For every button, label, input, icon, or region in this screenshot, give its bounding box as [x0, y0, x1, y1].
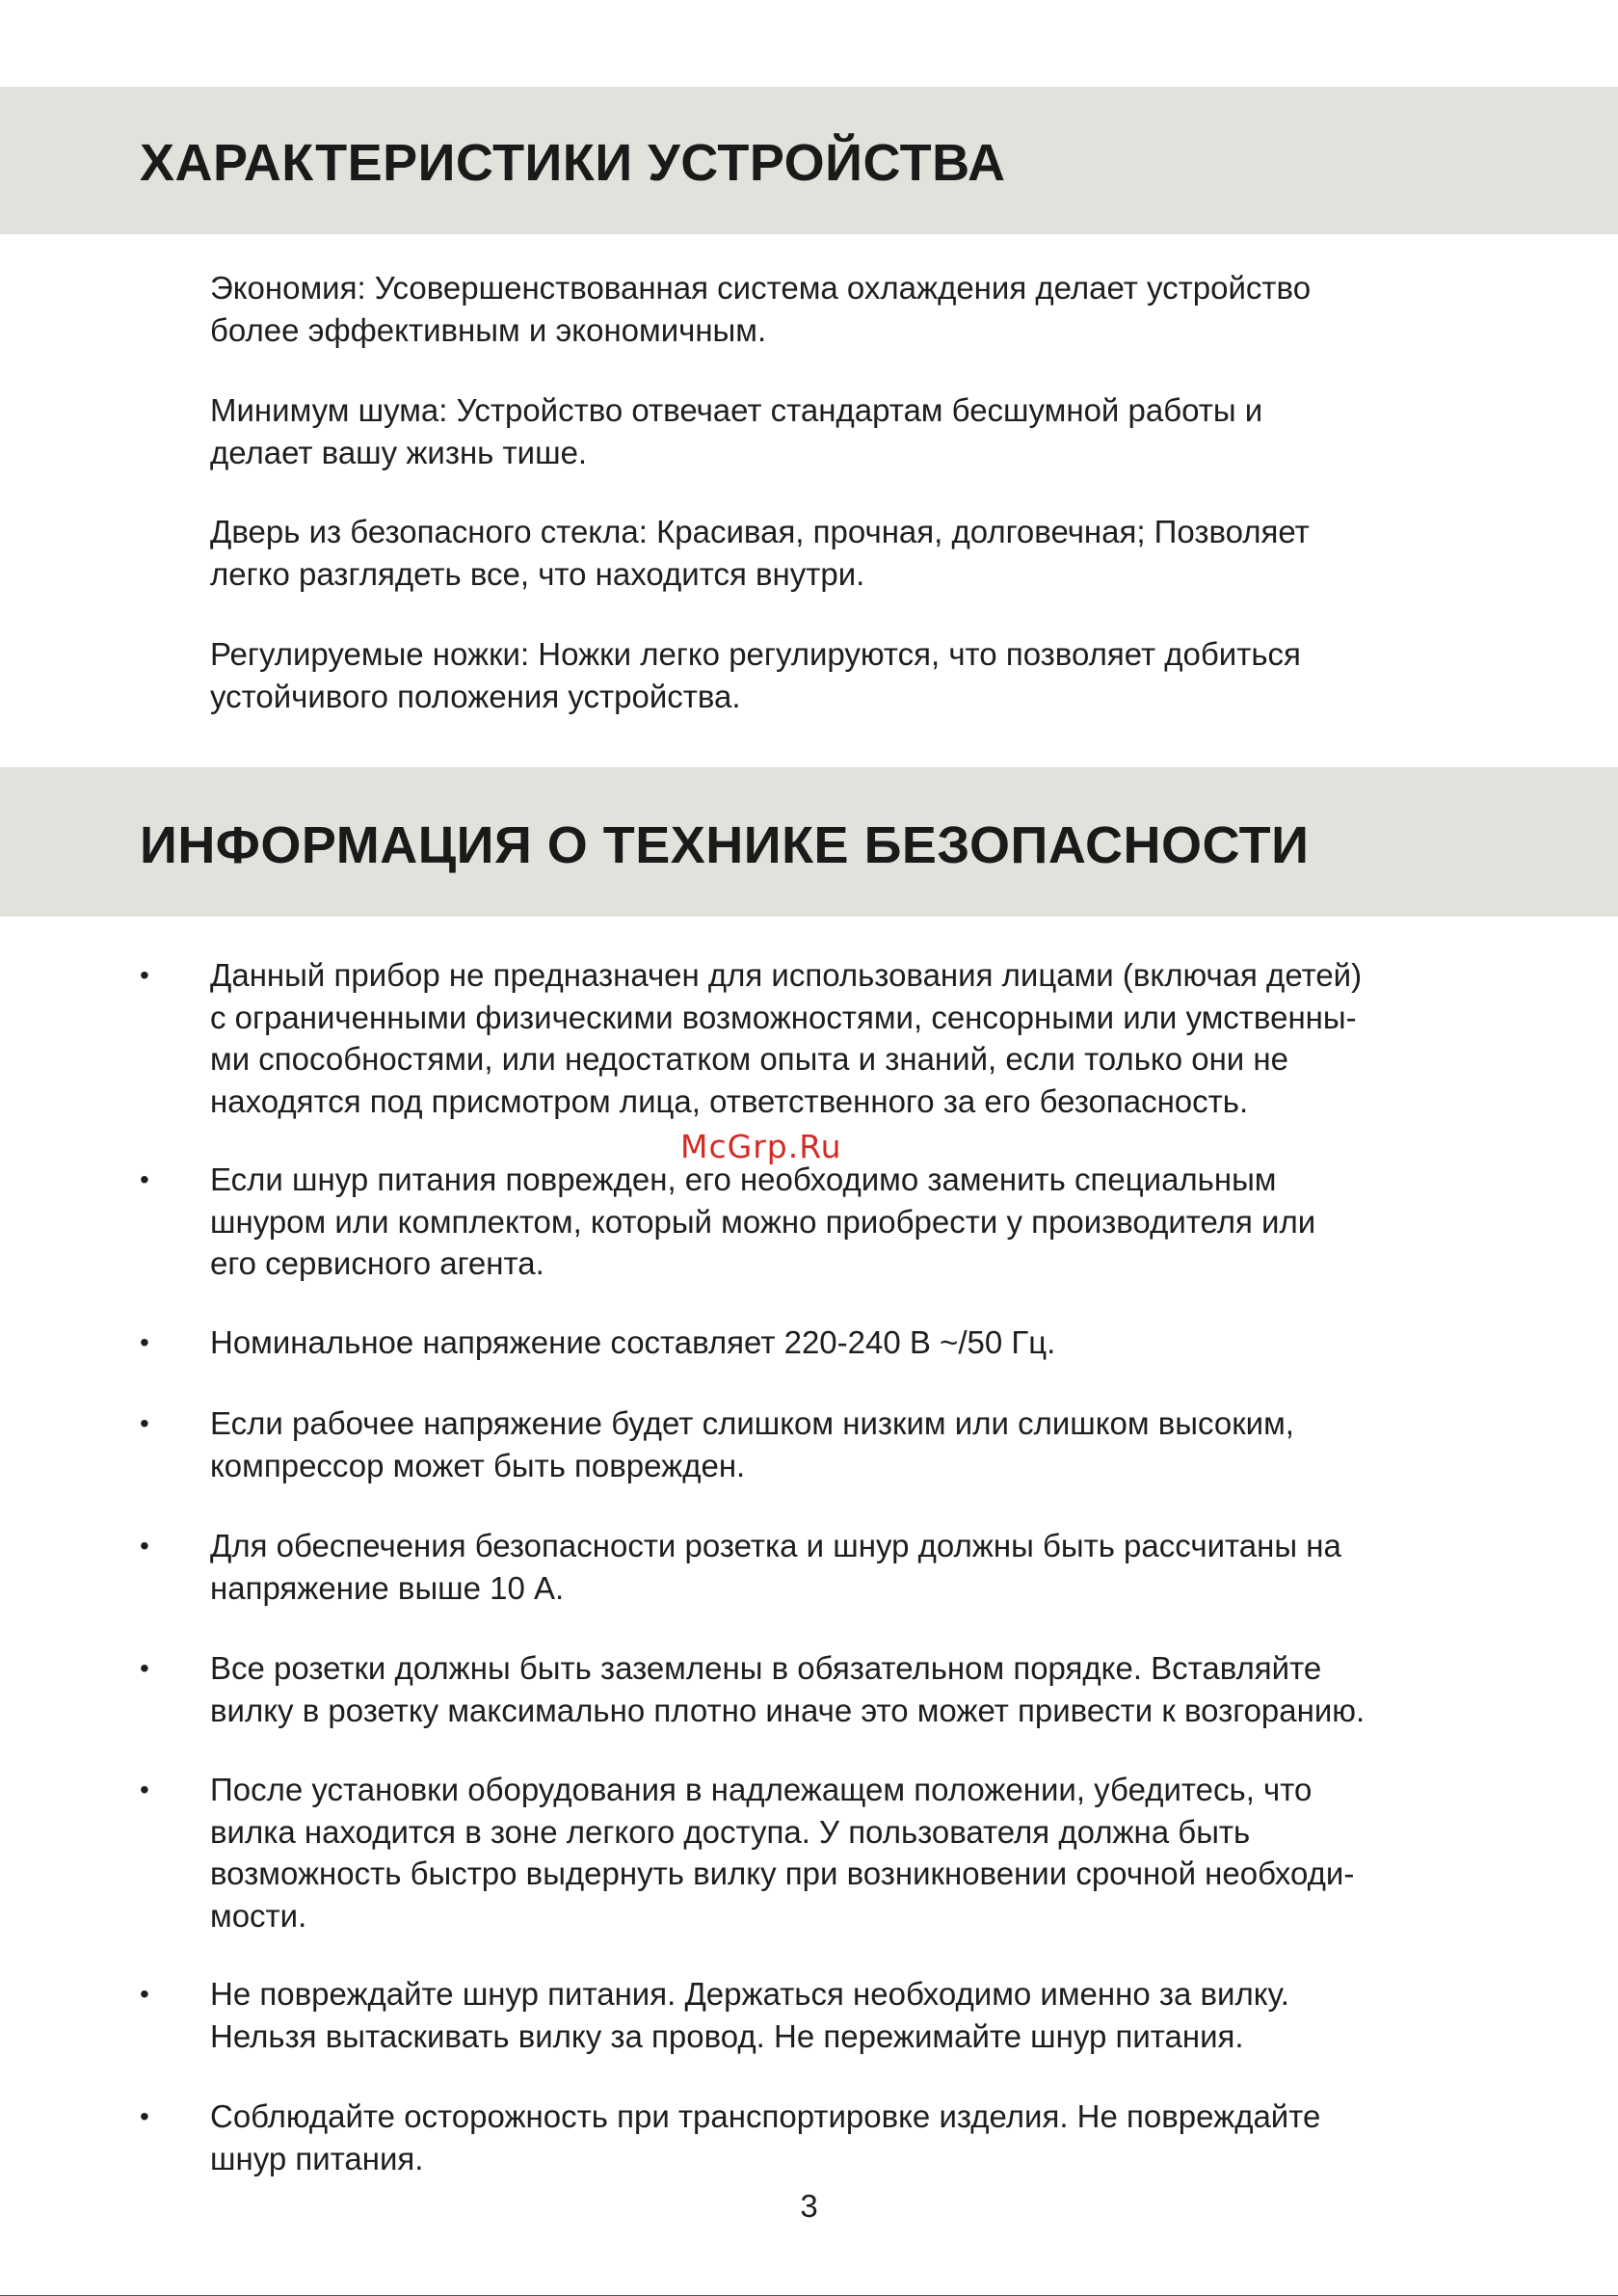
safety-item-transport: Соблюдайте осторожность при транспортировке изделия. Не повреждайте шнур питания.	[210, 2098, 1321, 2176]
section-title-features: ХАРАКТЕРИСТИКИ УСТРОЙСТВА	[140, 134, 1006, 192]
feature-economy: Экономия: Усовершенствованная система охлаждения делает устройство более эффективным и экономичным.	[210, 270, 1312, 348]
section-title-safety: ИНФОРМАЦИЯ О ТЕХНИКЕ БЕЗОПАСНОСТИ	[140, 816, 1310, 874]
feature-adjustable-feet: Регулируемые ножки: Ножки легко регулируются, что позволяет добиться устойчивого положения устройства.	[210, 636, 1301, 714]
feature-glass-door: Дверь из безопасного стекла: Красивая, прочная, долговечная; Позволяет легко разглядеть все, что находится внутри.	[210, 514, 1310, 592]
feature-low-noise: Минимум шума: Устройство отвечает стандартам бесшумной работы и делает вашу жизнь тише.	[210, 392, 1263, 470]
bullet-icon: •	[140, 1164, 149, 1194]
safety-item-voltage-range: Если рабочее напряжение будет слишком низким или слишком высоким, компрессор может быть поврежден.	[210, 1405, 1294, 1483]
safety-item-power-cord: Если шнур питания поврежден, его необходимо заменить специальным шнуром или комплектом, который можно приобрести у производителя или его сервисного агента.	[210, 1161, 1316, 1281]
safety-item-cord-handling: Не повреждайте шнур питания. Держаться необходимо именно за вилку. Нельзя вытаскивать вилку за провод. Не пережимайте шнур питания.	[210, 1976, 1289, 2054]
bullet-icon: •	[140, 2101, 149, 2131]
safety-item-plug-access: После установки оборудования в надлежащем положении, убедитесь, что вилка находится в зоне легкого доступа. У пользователя должна быть возможность быстро выдернуть вилку при возникновении срочной необходи- мости.	[210, 1772, 1355, 1934]
bullet-icon: •	[140, 1653, 149, 1683]
bullet-icon: •	[140, 1979, 149, 2009]
bullet-icon: •	[140, 1327, 149, 1357]
watermark-link[interactable]: McGrp.Ru	[680, 1128, 842, 1165]
safety-item-rated-voltage: Номинальное напряжение составляет 220-240 В ~/50 Гц.	[210, 1324, 1056, 1360]
section-header-safety	[0, 767, 1618, 917]
page-number: 3	[800, 2188, 818, 2224]
section-header-features	[0, 87, 1618, 234]
safety-item-socket-rating: Для обеспечения безопасности розетка и шнур должны быть рассчитаны на напряжение выше 10 А.	[210, 1528, 1341, 1606]
bullet-icon: •	[140, 1408, 149, 1438]
safety-item-supervision: Данный прибор не предназначен для использования лицами (включая детей) с ограниченными физическими возможностями, сенсорными или умственны- ми способностями, или недостатком опыта и знаний, если только они не находятся под присмотром лица, ответственного за его безопасность.	[210, 957, 1363, 1119]
bullet-icon: •	[140, 1531, 149, 1561]
bullet-icon: •	[140, 1775, 149, 1804]
bullet-icon: •	[140, 960, 149, 990]
safety-item-grounding: Все розетки должны быть заземлены в обязательном порядке. Вставляйте вилку в розетку максимально плотно иначе это может привести к возгоранию.	[210, 1650, 1366, 1728]
